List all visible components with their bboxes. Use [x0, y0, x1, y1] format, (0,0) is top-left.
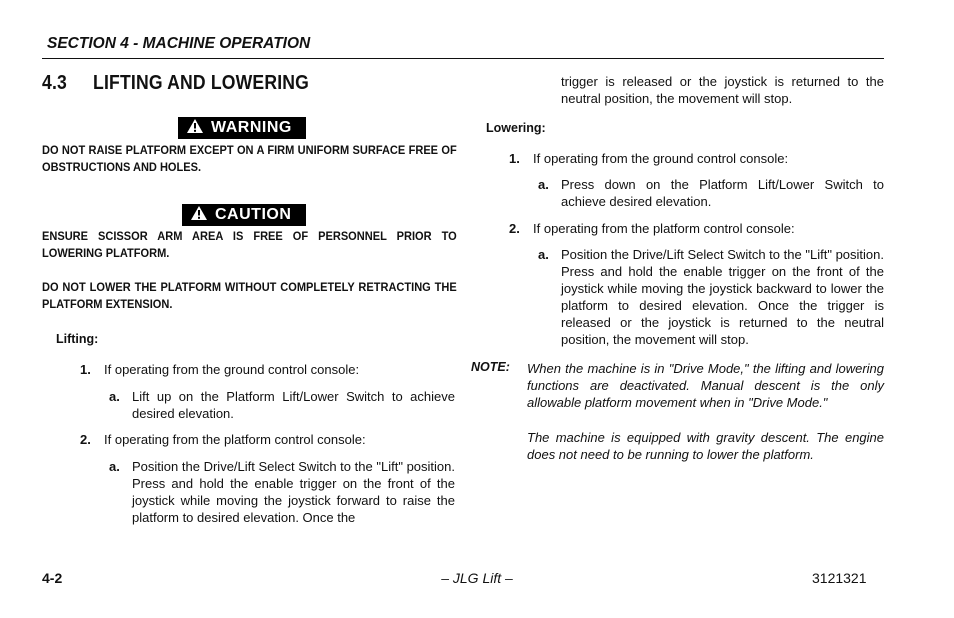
warning-text: DO NOT RAISE PLATFORM EXCEPT ON A FIRM UNIFORM SURFACE FREE OF OBSTRUCTIONS AND HOLES.: [42, 145, 457, 174]
note-text-1: When the machine is in "Drive Mode," the lifting and lowering functions are deactivated. Manual descent is the only allowable platform movement when in "Drive Mode.": [527, 361, 884, 410]
warning-triangle-icon: [186, 118, 204, 139]
page-number: 4-2: [42, 570, 63, 586]
heading-title: LIFTING AND LOWERING: [93, 72, 310, 94]
substep-letter: a.: [109, 389, 120, 404]
step-number: 1.: [80, 362, 91, 377]
lifting-step-2a-continued: trigger is released or the joystick is returned to the neutral position, the movement will stop.: [561, 74, 884, 106]
heading-number: 4.3: [42, 72, 67, 94]
lifting-step-1: [80, 361, 460, 378]
lifting-step-2a: [109, 458, 455, 526]
lowering-step-1: [509, 150, 889, 167]
note-text-2: The machine is equipped with gravity descent. The engine does not need to be running to lower the platform.: [527, 430, 884, 462]
lifting-step-2: [80, 431, 460, 448]
note-label: NOTE:: [471, 360, 510, 374]
caution-label: CAUTION: [215, 206, 292, 223]
step-text: If operating from the ground control console:: [104, 362, 360, 377]
caution-triangle-icon: [190, 205, 208, 226]
caution-text-2: DO NOT LOWER THE PLATFORM WITHOUT COMPLETELY RETRACTING THE PLATFORM EXTENSION.: [42, 282, 457, 311]
substep-letter: a.: [109, 459, 120, 474]
lowering-step-2a: [538, 246, 884, 348]
step-number: 1.: [509, 151, 520, 166]
substep-letter: a.: [538, 177, 549, 192]
document-number: 3121321: [812, 570, 867, 586]
lowering-step-2: [509, 220, 889, 237]
step-text: If operating from the platform control console:: [533, 221, 795, 236]
warning-badge: [178, 117, 306, 139]
lifting-label: Lifting:: [56, 332, 99, 346]
section-heading: [42, 72, 309, 95]
section-header: SECTION 4 - MACHINE OPERATION: [47, 35, 311, 52]
lifting-step-1a: [109, 388, 455, 422]
substep-text: Position the Drive/Lift Select Switch to the "Lift" position. Press and hold the enable trigger on the front of the joystick while moving the joystick forward to raise the platform to desired elevation. Once the: [132, 459, 455, 525]
step-number: 2.: [509, 221, 520, 236]
caution-text-1: ENSURE SCISSOR ARM AREA IS FREE OF PERSONNEL PRIOR TO LOWERING PLATFORM.: [42, 231, 457, 260]
lowering-label: Lowering:: [486, 121, 546, 135]
caution-badge: [182, 204, 306, 226]
warning-label: WARNING: [211, 119, 292, 136]
header-rule: [42, 58, 884, 59]
step-text: If operating from the ground control console:: [533, 151, 789, 166]
substep-letter: a.: [538, 247, 549, 262]
lowering-step-1a: [538, 176, 884, 210]
step-text: If operating from the platform control console:: [104, 432, 366, 447]
step-number: 2.: [80, 432, 91, 447]
substep-text: Press down on the Platform Lift/Lower Switch to achieve desired elevation.: [561, 177, 884, 209]
substep-text: Lift up on the Platform Lift/Lower Switch to achieve desired elevation.: [132, 389, 455, 421]
footer-title: – JLG Lift –: [441, 570, 513, 586]
substep-text: Position the Drive/Lift Select Switch to the "Lift" position. Press and hold the enable trigger on the front of the joystick while moving the joystick backward to lower the platform to desired elevation. Once the trigger is released or the joystick is returned to the neutral position, the movement will stop.: [561, 247, 884, 347]
